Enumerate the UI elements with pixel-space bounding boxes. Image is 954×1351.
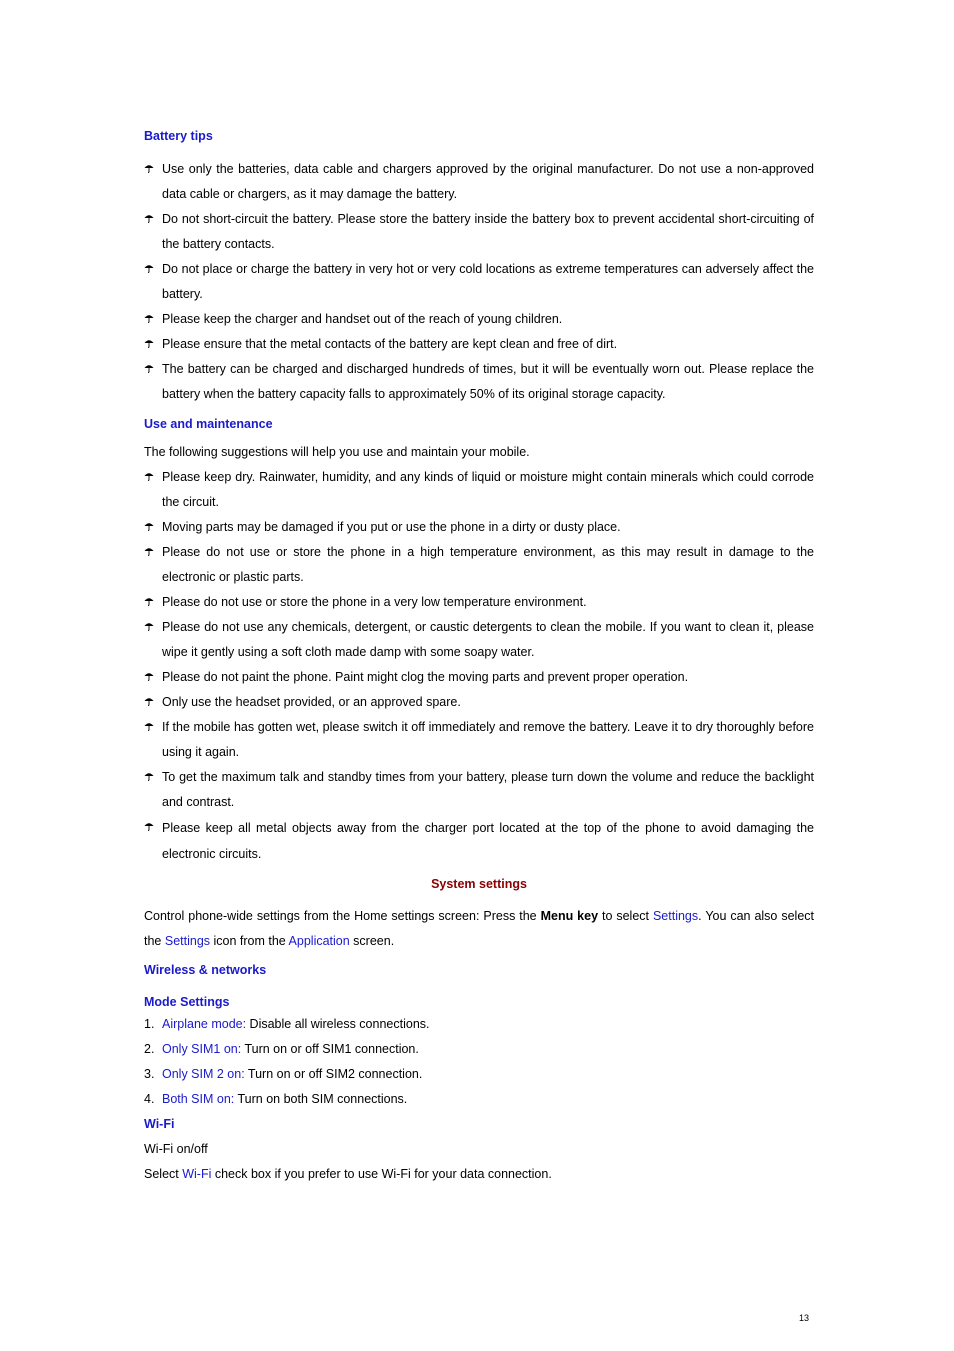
list-item: Please ensure that the metal contacts of the battery are kept clean and free of dirt. — [144, 332, 814, 357]
wifi-line: Wi-Fi on/off — [144, 1142, 208, 1156]
list-item: Please do not use or store the phone in a high temperature environment, as this may result in damage to the electronic or plastic parts. — [144, 540, 814, 590]
list-item: To get the maximum talk and standby times from your battery, please turn down the volume and reduce the backlight and contrast. — [144, 765, 814, 815]
list-item: Moving parts may be damaged if you put or use the phone in a dirty or dusty place. — [144, 515, 814, 540]
umbrella-icon — [144, 540, 158, 565]
umbrella-icon — [144, 307, 158, 332]
maintenance-intro: The following suggestions will help you use and maintain your mobile. — [144, 445, 530, 459]
heading-wireless-networks: Wireless & networks — [144, 963, 267, 977]
heading-battery-tips: Battery tips — [144, 129, 213, 143]
list-item: 4. Both SIM on: Turn on both SIM connections. — [144, 1092, 408, 1106]
list-item: Use only the batteries, data cable and chargers approved by the original manufacturer. Do not use a non-approved data cable or chargers, as it may damage the battery. — [144, 157, 814, 207]
heading-wifi: Wi-Fi — [144, 1117, 175, 1131]
heading-use-and-maintenance: Use and maintenance — [144, 417, 273, 431]
list-item: Please keep the charger and handset out of the reach of young children. — [144, 307, 814, 332]
list-item: Please do not paint the phone. Paint might clog the moving parts and prevent proper operation. — [144, 665, 814, 690]
umbrella-icon — [144, 765, 158, 790]
umbrella-icon — [144, 357, 158, 382]
wifi-link: Wi-Fi — [182, 1167, 212, 1181]
umbrella-icon — [144, 157, 158, 182]
list-item: Please keep dry. Rainwater, humidity, and any kinds of liquid or moisture might contain minerals which could corrode the circuit. — [144, 465, 814, 515]
page-number: 13 — [799, 1313, 810, 1323]
list-item: Do not place or charge the battery in very hot or very cold locations as extreme temperatures can adversely affect the battery. — [144, 257, 814, 307]
system-settings-paragraph: Control phone-wide settings from the Home settings screen: Press the Menu key to select Settings. You can also select the Settings icon from the Application screen. — [144, 909, 814, 948]
umbrella-icon — [144, 590, 158, 615]
list-item: Only use the headset provided, or an approved spare. — [144, 690, 814, 715]
list-item: Do not short-circuit the battery. Please store the battery inside the battery box to prevent accidental short-circuiting of the battery contacts. — [144, 207, 814, 257]
list-item: 3. Only SIM 2 on: Turn on or off SIM2 connection. — [144, 1067, 423, 1081]
list-item: 1. Airplane mode: Disable all wireless connections. — [144, 1017, 430, 1031]
umbrella-icon — [144, 665, 158, 690]
battery-tips-list — [144, 157, 814, 407]
maintenance-list — [144, 465, 814, 867]
list-item: Please keep all metal objects away from the charger port located at the top of the phone to avoid damaging the electronic circuits. — [144, 815, 814, 867]
settings-link: Settings — [652, 909, 699, 923]
wifi-description: Select Wi-Fi check box if you prefer to use Wi-Fi for your data connection. — [144, 1167, 552, 1181]
list-item: Please do not use or store the phone in a very low temperature environment. — [144, 590, 814, 615]
umbrella-icon — [144, 465, 158, 490]
umbrella-icon — [144, 515, 158, 540]
list-item: Please do not use any chemicals, detergent, or caustic detergents to clean the mobile. If you want to clean it, please wipe it gently using a soft cloth made damp with some soapy water. — [144, 615, 814, 665]
heading-mode-settings: Mode Settings — [144, 995, 230, 1009]
list-item: 2. Only SIM1 on: Turn on or off SIM1 connection. — [144, 1042, 419, 1056]
settings-link: Settings — [164, 934, 211, 948]
list-item: If the mobile has gotten wet, please switch it off immediately and remove the battery. Leave it to dry thoroughly before using it again. — [144, 715, 814, 765]
list-item: The battery can be charged and discharged hundreds of times, but it will be eventually worn out. Please replace the battery when the battery capacity falls to approximately 50% of its original storage capacity. — [144, 357, 814, 407]
umbrella-icon — [144, 615, 158, 640]
umbrella-icon — [144, 815, 158, 840]
umbrella-icon — [144, 207, 158, 232]
document-page — [144, 126, 814, 1187]
heading-system-settings: System settings — [431, 877, 527, 891]
umbrella-icon — [144, 257, 158, 282]
umbrella-icon — [144, 715, 158, 740]
mode-settings-list — [144, 1012, 814, 1112]
umbrella-icon — [144, 332, 158, 357]
application-link: Application — [288, 934, 350, 948]
umbrella-icon — [144, 690, 158, 715]
